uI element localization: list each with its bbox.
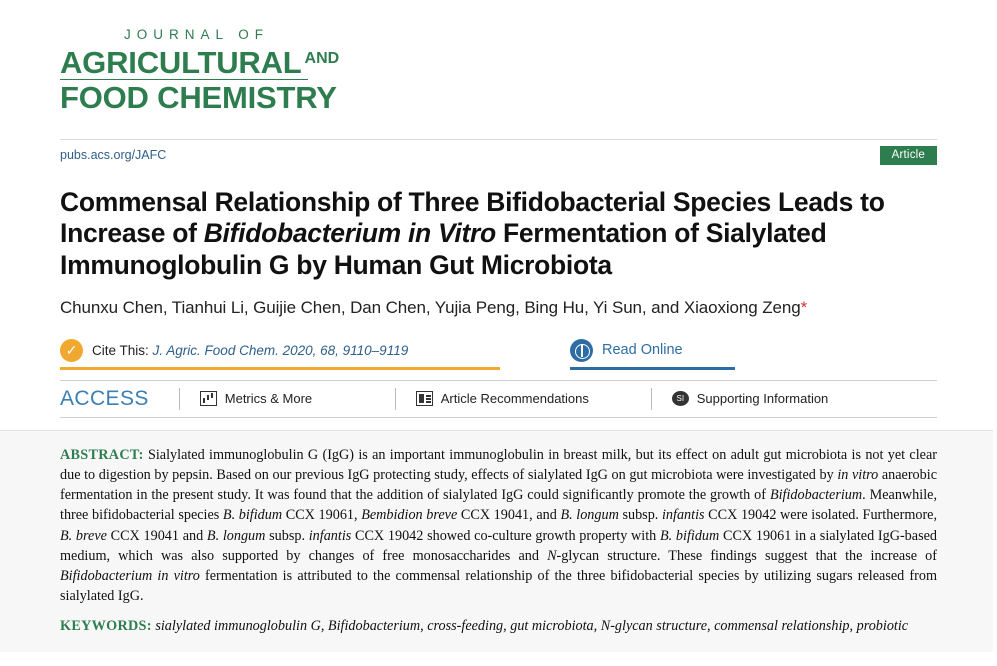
- abstract-text-3: . Meanwhile, three bifidobacterial species: [60, 487, 937, 524]
- bar-chart-icon: [200, 391, 217, 406]
- abstract-text-5: CCX 19041, and: [457, 507, 561, 524]
- cite-journal-name: J. Agric. Food Chem.: [152, 342, 279, 358]
- journal-logo-line-2: [60, 44, 340, 80]
- metrics-and-more-button[interactable]: [200, 391, 375, 406]
- abstract-text-9: subsp.: [265, 527, 309, 544]
- cite-reference-rest: 2020, 68, 9110–9119: [278, 342, 409, 358]
- abstract-text-1: Sialylated immunoglobulin G (IgG) is an important immunoglobulin in breast milk, but its effect on adult gut microbiota is not yet clear due to digestion by pepsin. Based on our previous IgG protecting study, effects of sialylated IgG on gut microbiota were investigated by: [60, 446, 937, 484]
- journal-logo-line-3: FOOD CHEMISTRY: [60, 79, 337, 115]
- supporting-information-label: Supporting Information: [696, 391, 829, 407]
- author-names: Chunxu Chen, Tianhui Li, Guijie Chen, Dan Chen, Yujia Peng, Bing Hu, Yi Sun, and Xiaoxiong Zeng: [60, 297, 801, 317]
- metrics-and-more-label: Metrics & More: [224, 391, 313, 407]
- abstract-text-12: -glycan structure. These findings suggest that the increase of: [556, 547, 937, 564]
- author-list: [60, 298, 937, 318]
- keywords-label: KEYWORDS:: [60, 618, 152, 635]
- article-recommendations-label: Article Recommendations: [440, 391, 589, 407]
- abstract-italic-8: B. longum: [206, 527, 266, 544]
- abstract-italic-5: B. longum: [560, 507, 619, 524]
- supporting-info-icon: SI: [672, 391, 689, 406]
- abstract-text-10: CCX 19042 showed co-culture growth property with: [351, 527, 660, 544]
- check-circle-icon: ✓: [60, 339, 83, 362]
- read-online-label: Read Online: [602, 342, 683, 359]
- journal-masthead: [0, 0, 997, 121]
- page-right-edge: [993, 0, 997, 666]
- abstract-text-6: subsp.: [618, 507, 662, 524]
- url-article-bar: [60, 139, 937, 165]
- access-toolbar: [60, 380, 937, 418]
- abstract-text-11: CCX 19061 in a sialylated IgG-based medium, which was also supported by changes of free monosaccharides and: [60, 527, 937, 564]
- read-online-icon: [570, 339, 593, 362]
- cite-this-block[interactable]: [60, 334, 500, 370]
- corresponding-author-marker: *: [800, 297, 808, 317]
- supporting-information-button[interactable]: [672, 391, 829, 406]
- journal-logo-agricultural: AGRICULTURAL: [60, 44, 302, 80]
- toolbar-divider-3: [651, 388, 652, 410]
- journal-url[interactable]: pubs.acs.org/JAFC: [60, 148, 167, 162]
- title-part-1: Commensal Relationship of Three Bifidobacterial Species Leads to Increase of: [60, 186, 885, 249]
- cite-this-text: [92, 343, 408, 358]
- cite-this-label: Cite This:: [92, 342, 149, 358]
- read-online-button[interactable]: [570, 334, 735, 370]
- abstract-label: ABSTRACT:: [60, 446, 144, 463]
- abstract-italic-9: infantis: [308, 527, 352, 544]
- journal-logo-and: AND: [304, 49, 340, 67]
- abstract-text-7: CCX 19042 were isolated. Furthermore,: [704, 507, 938, 524]
- abstract-text-2: anaerobic fermentation in the present study. It was found that the addition of sialylated IgG could significantly promote the growth of: [60, 467, 937, 504]
- access-button[interactable]: ACCESS: [60, 386, 149, 410]
- abstract-italic-10: B. bifidum: [659, 527, 720, 544]
- article-list-icon: [416, 391, 433, 406]
- abstract-italic-11: N: [547, 547, 557, 564]
- abstract-italic-3: B. bifidum: [222, 507, 283, 524]
- abstract-section: [0, 430, 997, 652]
- toolbar-divider-2: [395, 388, 396, 410]
- page-title: [60, 187, 937, 282]
- article-type-badge: Article: [880, 146, 937, 165]
- abstract-text: [60, 445, 937, 606]
- toolbar-divider-1: [179, 388, 180, 410]
- abstract-text-13: fermentation is attributed to the commensal relationship of the three bifidobacterial species by utilizing sugars released from sialylated IgG.: [60, 567, 937, 604]
- title-part-2: Fermentation of Sialylated Immunoglobulin G by Human Gut Microbiota: [60, 218, 827, 281]
- cite-bar: [60, 334, 937, 370]
- abstract-italic-4: Bembidion breve: [361, 507, 458, 524]
- abstract-text-4: CCX 19061,: [282, 507, 362, 524]
- journal-logo: [60, 28, 937, 113]
- abstract-italic-12: Bifidobacterium in vitro: [60, 567, 200, 584]
- abstract-text-8: CCX 19041 and: [106, 527, 207, 544]
- abstract-italic-2: Bifidobacterium: [769, 487, 863, 504]
- article-recommendations-button[interactable]: [416, 391, 631, 406]
- abstract-italic-1: in vitro: [837, 467, 879, 484]
- journal-logo-line-1: JOURNAL OF: [124, 27, 270, 42]
- title-italic-species: Bifidobacterium in Vitro: [203, 218, 496, 249]
- abstract-italic-7: B. breve: [60, 527, 107, 544]
- abstract-italic-6: infantis: [661, 507, 705, 524]
- keywords-line: [60, 616, 937, 636]
- keywords-text: sialylated immunoglobulin G, Bifidobacterium, cross-feeding, gut microbiota, N-glycan structure, commensal relationship, probiotic: [155, 618, 909, 635]
